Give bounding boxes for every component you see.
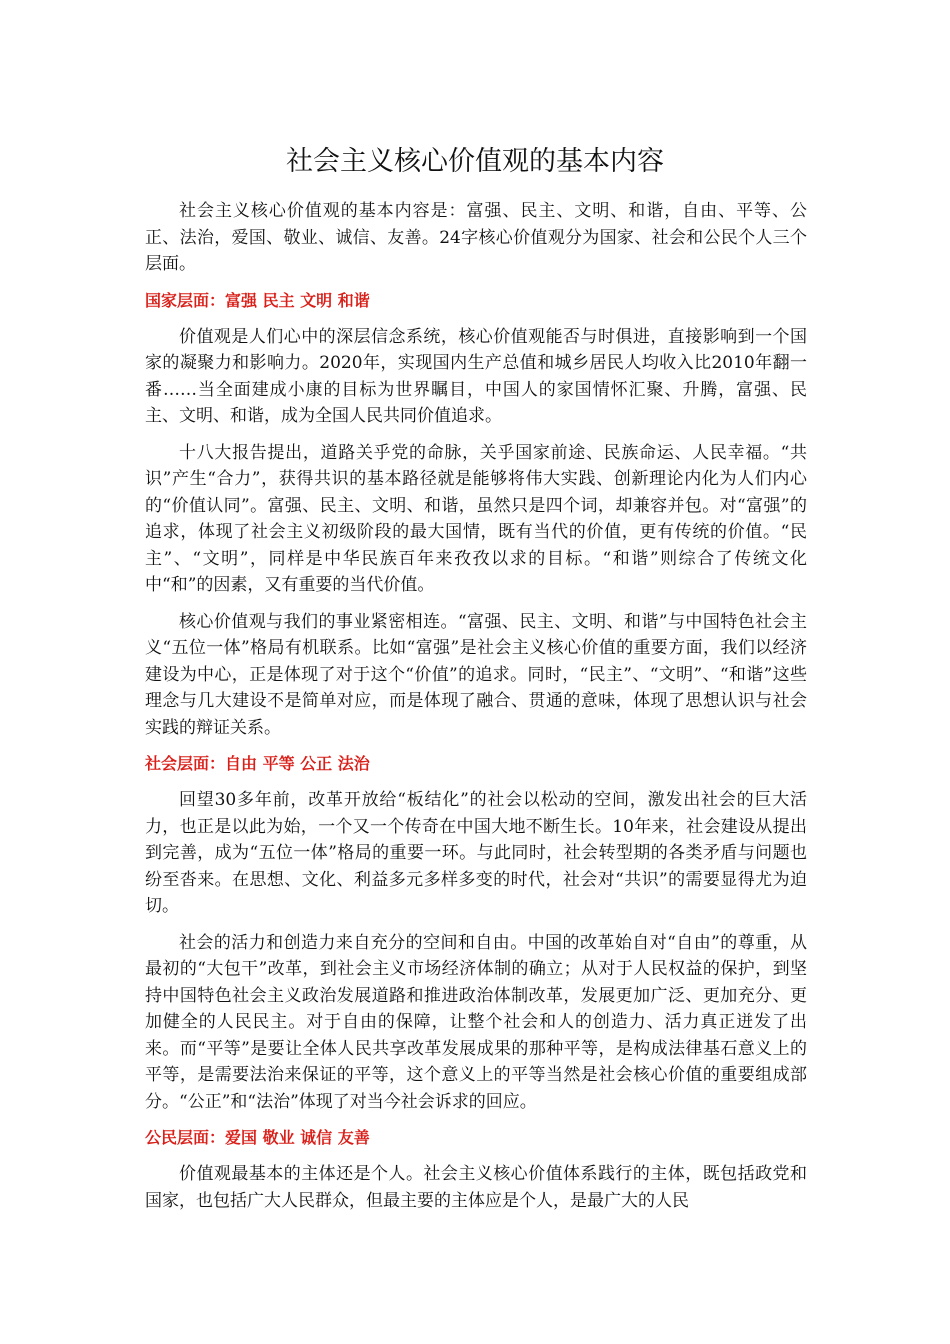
body-paragraph: 核心价值观与我们的事业紧密相连。“富强、民主、文明、和谐”与中国特色社会主义“五位一体”格局有机联系。比如“富强”是社会主义核心价值的重要方面，我们以经济建设为中心，正是体现了对于这个“价值”的追求。同时，“民主”、“文明”、“和谐”这些理念与几大建设不是简单对应，而是体现了融合、贯通的意味，体现了思想认识与社会实践的辩证关系。 (145, 611, 807, 738)
intro-paragraph: 社会主义核心价值观的基本内容是：富强、民主、文明、和谐，自由、平等、公正、法治，爱国、敬业、诚信、友善。24字核心价值观分为国家、社会和公民个人三个层面。 (145, 201, 807, 274)
section-heading: 社会层面：自由 平等 公正 法治 (145, 754, 370, 773)
section-society-level (145, 751, 807, 1115)
document-title: 社会主义核心价值观的基本内容 (286, 146, 664, 177)
body-paragraph: 价值观是人们心中的深层信念系统，核心价值观能否与时俱进，直接影响到一个国家的凝聚力和影响力。2020年，实现国内生产总值和城乡居民人均收入比2010年翻一番……当全面建成小康的目标为世界瞩目，中国人的家国情怀汇聚、升腾，富强、民主、文明、和谐，成为全国人民共同价值追求。 (145, 326, 807, 426)
body-paragraph: 十八大报告提出，道路关乎党的命脉，关乎国家前途、民族命运、人民幸福。“共识”产生“合力”，获得共识的基本路径就是能够将伟大实践、创新理论内化为人们内心的“价值认同”。富强、民主、文明、和谐，虽然只是四个词，却兼容并包。对“富强”的追求，体现了社会主义初级阶段的最大国情，既有当代的价值，更有传统的价值。“民主”、“文明”，同样是中华民族百年来孜孜以求的目标。“和谐”则综合了传统文化中“和”的因素，又有重要的当代价值。 (145, 442, 807, 595)
section-heading: 国家层面：富强 民主 文明 和谐 (145, 290, 370, 310)
document-body (145, 198, 807, 1224)
body-paragraph: 价值观最基本的主体还是个人。社会主义核心价值体系践行的主体，既包括政党和国家，也包括广大人民群众，但最主要的主体应是个人，是最广大的人民 (145, 1164, 807, 1211)
section-state-level (145, 288, 807, 742)
section-citizen-level (145, 1125, 807, 1214)
body-paragraph: 回望30多年前，改革开放给“板结化”的社会以松动的空间，激发出社会的巨大活力，也正是以此为始，一个又一个传奇在中国大地不断生长。10年来，社会建设从提出到完善，成为“五位一体”格局的重要一环。与此同时，社会转型期的各类矛盾与问题也纷至沓来。在思想、文化、利益多元多样多变的时代，社会对“共识”的需要显得尤为迫切。 (145, 790, 807, 916)
section-heading: 公民层面：爱国 敬业 诚信 友善 (145, 1128, 370, 1147)
body-paragraph: 社会的活力和创造力来自充分的空间和自由。中国的改革始自对“自由”的尊重，从最初的“大包干”改革，到社会主义市场经济体制的确立；从对于人民权益的保护，到坚持中国特色社会主义政治发展道路和推进政治体制改革，发展更加广泛、更加充分、更加健全的人民民主。对于自由的保障，让整个社会和人的创造力、活力真正迸发了出来。而“平等”是要让全体人民共享改革发展成果的那种平等，是构成法律基石意义上的平等，是需要法治来保证的平等，这个意义上的平等当然是社会核心价值的重要组成部分。“公正”和“法治”体现了对当今社会诉求的回应。 (145, 932, 807, 1112)
